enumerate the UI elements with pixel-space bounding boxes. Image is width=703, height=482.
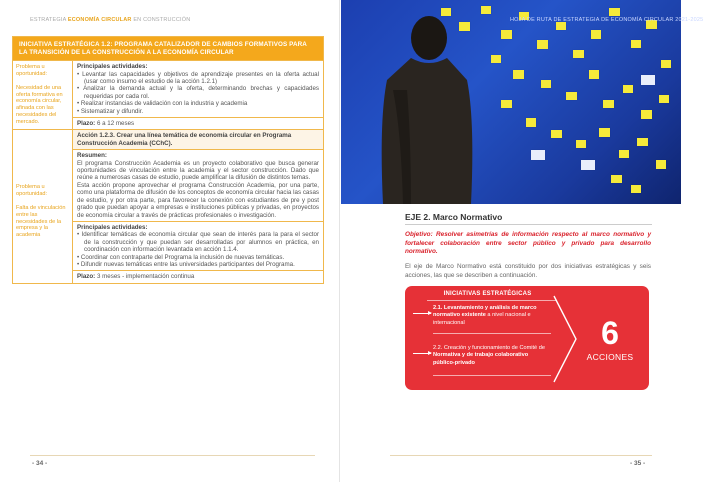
activities-block (73, 61, 323, 117)
initiative-item (433, 305, 551, 327)
actions-label: ACCIONES (586, 352, 634, 362)
plazo-block (73, 270, 323, 282)
problem-text: Necesidad de una oferta formativa en economía circular, afinada con las necesidades del mercado. (16, 84, 63, 125)
plazo-block (73, 117, 323, 129)
item-divider (433, 333, 551, 334)
initiative-table (12, 36, 324, 284)
left-running-header (30, 17, 190, 23)
initiative-item-bold: 2.1. Levantamiento y análisis de marco normativo existente (433, 305, 537, 319)
plazo-label: Plazo: (77, 120, 96, 128)
actions-count: 6 (601, 315, 619, 351)
problem-cell (13, 130, 73, 282)
problem-label: Problema u oportunidad: (16, 184, 48, 198)
page-number: - 35 - (630, 460, 646, 467)
plazo-label: Plazo: (77, 273, 96, 281)
list-item: • Identificar temáticas de economía circular que sean de interés para la para el sector de la construcción y que puedan ser desarrolladas por alumnos en práctica, en coordinación con información levantada en acción 1.1.4. (77, 231, 319, 253)
activities-block (73, 221, 323, 270)
body-paragraph: El eje de Marco Normativo está constituido por dos iniciativas estratégicas y seis acciones, las que se describen a continuación. (405, 263, 651, 279)
header-prefix: ESTRATEGIA (30, 17, 67, 23)
list-item: • Difundir nuevas temáticas entre las universidades participantes del Programa. (77, 261, 319, 268)
list-item: • Analizar la demanda actual y la oferta, determinando brechas y capacidades requeridas por cada rol. (77, 85, 319, 100)
initiative-item-pre: 2.2. Creación y funcionamiento de Comité de (433, 345, 545, 351)
table-row (13, 60, 323, 129)
problem-cell (13, 61, 73, 129)
list-item: • Sistematizar y difundir. (77, 108, 319, 115)
header-highlight: ECONOMÍA CIRCULAR (67, 17, 132, 23)
eje-title: EJE 2. Marco Normativo (405, 212, 503, 222)
arrow-icon (413, 353, 431, 354)
chevron-right-icon (550, 294, 580, 384)
action-cell (73, 130, 323, 282)
problem-label: Problema u oportunidad: (16, 64, 48, 77)
activities-list (77, 231, 319, 268)
initiative-title: INICIATIVA ESTRATÉGICA 1.2: PROGRAMA CATALIZADOR DE CAMBIOS FORMATIVOS PARA LA TRANSICIÓN DE LA CONSTRUCCIÓN A LA ECONOMÍA CIRCULAR (13, 37, 323, 60)
resumen-paragraph: El programa Construcción Academia es un proyecto colaborativo que busca generar oportunidades de vinculación entre la academia y el sector construcción. Dado que reúne a numerosas casas de estudio, puede amplificar la difusión de distintos temas. (77, 159, 319, 182)
plazo-value: 3 meses - implementación continua (96, 273, 195, 281)
list-item: • Levantar las capacidades y objetivos de aprendizaje presentes en la oferta actual (usar como insumo el estudio de la acción 1.2.1) (77, 71, 319, 86)
action-title: Acción 1.2.3. Crear una línea temática de economía circular en Programa Construcción Academia (CChC). (73, 130, 323, 149)
activities-list (77, 71, 319, 115)
resumen-paragraph: Esta acción propone aprovechar el programa Construcción Academia, por una parte, como una plataforma de difusión de los conceptos de economía circular hacia las casas de estudio, y por otra parte, para favorecer la conexión con estudiantes de pre y post grado que puedan apoyar a empresas e instituciones públicas y privadas, en proyectos de economía circular a través de prácticas profesionales o investigación. (77, 181, 319, 219)
list-item: • Coordinar con contraparte del Programa la inclusión de nuevas temáticas. (77, 254, 319, 261)
initiative-item-bold: Normativa y de trabajo colaborativo público-privado (433, 352, 529, 366)
activities-title: Principales actividades: (77, 63, 148, 71)
arrow-icon (413, 313, 431, 314)
cover-photo (341, 0, 681, 204)
initiative-item-rest: a nivel nacional e internacional (433, 312, 531, 326)
table-row (13, 129, 323, 282)
footer-divider (30, 455, 315, 456)
objective-text: Objetivo: Resolver asimetrías de información respecto al marco normativo y fortalecer colaboración entre sector público y privado para desarrollo normativo. (405, 231, 651, 255)
header-suffix: EN CONSTRUCCIÓN (133, 17, 191, 23)
initiatives-box (405, 286, 649, 390)
resumen-block (73, 149, 323, 221)
problem-text: Falta de vinculación entre las necesidades de la empresa y la academia (16, 205, 66, 239)
right-running-header: HOJA DE RUTA DE ESTRATEGIA DE ECONOMÍA CIRCULAR 2021-2025 (510, 17, 703, 23)
footer-divider (390, 455, 652, 456)
activities-title: Principales actividades: (77, 223, 148, 231)
initiative-item (433, 345, 551, 367)
activities-cell (73, 61, 323, 129)
list-item: • Realizar instancias de validación con la industria y academia (77, 100, 319, 107)
title-underline (405, 224, 652, 225)
left-page (0, 0, 340, 482)
person-silhouette (371, 10, 481, 204)
initiatives-heading: INICIATIVAS ESTRATÉGICAS (443, 291, 532, 297)
item-divider (433, 375, 551, 376)
page-number: - 34 - (32, 460, 48, 467)
plazo-value: 6 a 12 meses (96, 120, 135, 128)
resumen-title: Resumen: (77, 152, 107, 160)
heading-divider (427, 300, 557, 301)
